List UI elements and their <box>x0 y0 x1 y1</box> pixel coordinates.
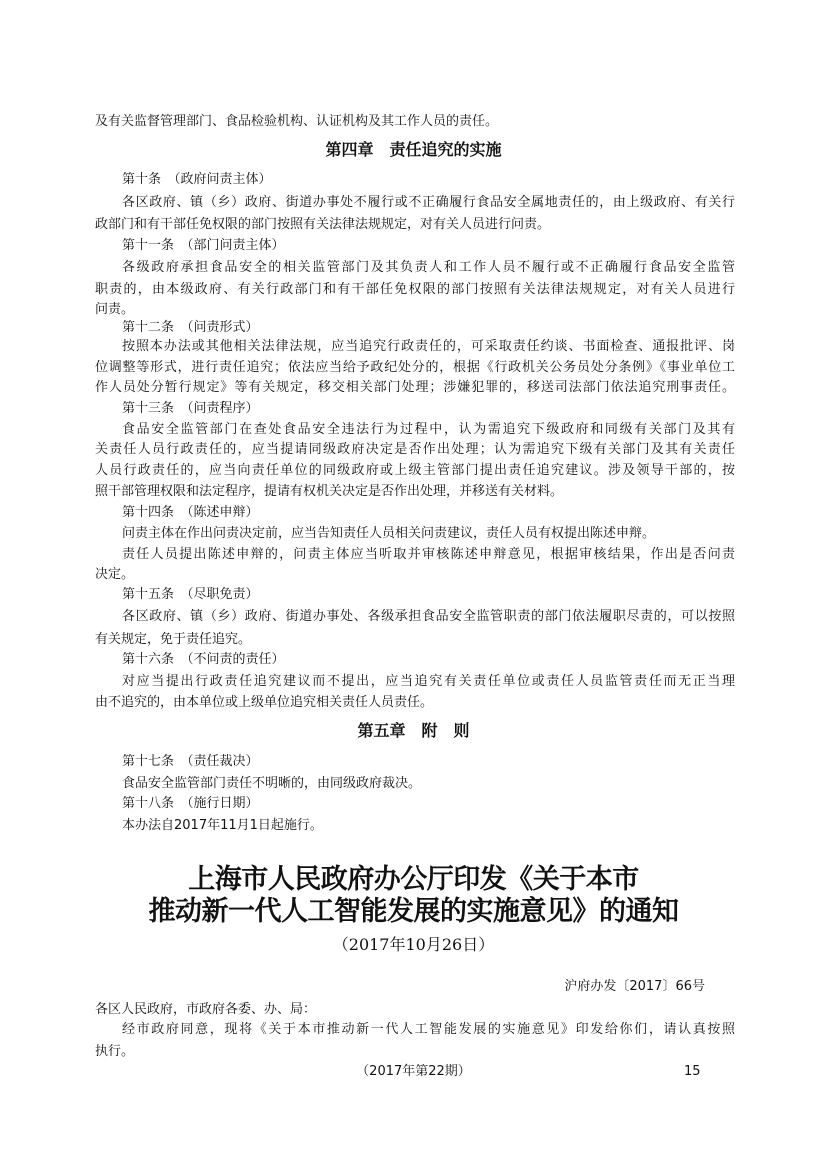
body-text-line: 各区政府、镇（乡）政府、街道办事处不履行或不正确履行食品安全属地责任的，由上级政府、有关行 <box>122 195 735 210</box>
body-text-line: 关责任人员行政责任的，应当提请同级政府决定是否作出处理；认为需追究下级有关部门及其有关责任 <box>95 442 735 457</box>
body-text-line: 第十六条 （不问责的责任） <box>122 652 285 667</box>
body-text-line: 问责。 <box>95 302 135 317</box>
body-text-line: 第十一条 （部门问责主体） <box>122 238 285 253</box>
body-text-line: 各级政府承担食品安全的相关监管部门及其负责人和工作人员不履行或不正确履行食品安全监管 <box>122 260 735 275</box>
notice-title: 推动新一代人工智能发展的实施意见》的通知 <box>148 896 679 927</box>
document-number: 沪府办发〔2017〕66号 <box>564 979 705 994</box>
body-text-line: 按照本办法或其他相关法律法规，应当追究行政责任的，可采取责任约谈、书面检查、通报批评、岗 <box>122 339 735 354</box>
body-text-line: 责任人员提出陈述申辩的，问责主体应当听取并审核陈述申辩意见，根据审核结果，作出是否问责 <box>122 547 735 562</box>
body-text-line: 本办法自2017年11月1日起施行。 <box>122 818 323 833</box>
chapter-heading: 第四章 责任追究的实施 <box>325 140 502 159</box>
notice-date: （2017年10月26日） <box>332 935 495 954</box>
body-text-line: 第十三条 （问责程序） <box>122 401 259 416</box>
body-text-line: 人员行政责任的，应当向责任单位的同级政府或上级主管部门提出责任追究建议。涉及领导干部的，按 <box>95 463 735 478</box>
body-text-line: 政部门和有干部任免权限的部门按照有关法律法规规定，对有关人员进行问责。 <box>95 217 551 232</box>
body-text-line: 由不追究的，由本单位或上级单位追究相关责任人员责任。 <box>95 695 434 710</box>
body-text-line: 决定。 <box>95 567 135 582</box>
notice-title: 上海市人民政府办公厅印发《关于本市 <box>188 864 639 895</box>
body-text-line: 第十条 （政府问责主体） <box>122 172 272 187</box>
body-text-line: 各区政府、镇（乡）政府、街道办事处、各级承担食品安全监管职责的部门依法履职尽责的，可以按照 <box>122 609 735 624</box>
body-text-line: 第十四条 （陈述申辩） <box>122 505 259 520</box>
body-text-line: 第十五条 （尽职免责） <box>122 587 259 602</box>
body-text-line: 执行。 <box>95 1044 135 1059</box>
body-text-line: 作人员处分暂行规定》等有关规定，移交相关部门处理；涉嫌犯罪的，移送司法部门依法追究刑事责任。 <box>95 380 735 395</box>
body-text-line: 对应当提出行政责任追究建议而不提出，应当追究有关责任单位或责任人员监管责任而无正当理 <box>122 674 735 689</box>
page-number: 15 <box>684 1064 701 1079</box>
body-text-line: 位调整等形式，进行责任追究；依法应当给予政纪处分的，根据《行政机关公务员处分条例》《事业单位工 <box>95 360 735 375</box>
body-text-line: 第十二条 （问责形式） <box>122 320 259 335</box>
body-text-line: 职责的，由本级政府、有关行政部门和有干部任免权限的部门按照有关法律法规规定，对有关人员进行 <box>95 282 735 297</box>
body-text-line: 食品安全监管部门在查处食品安全违法行为过程中，认为需追究下级政府和同级有关部门及其有 <box>122 422 735 437</box>
body-text-line: 食品安全监管部门责任不明晰的，由同级政府裁决。 <box>122 776 422 791</box>
body-text-line: 及有关监督管理部门、食品检验机构、认证机构及其工作人员的责任。 <box>95 114 499 129</box>
issue-footer: （2017年第22期） <box>356 1064 471 1079</box>
chapter-heading: 第五章 附 则 <box>357 721 470 740</box>
body-text-line: 照干部管理权限和法定程序，提请有权机关决定是否作出处理，并移送有关材料。 <box>95 484 564 499</box>
body-text-line: 经市政府同意，现将《关于本市推动新一代人工智能发展的实施意见》印发给你们，请认真按照 <box>122 1022 735 1037</box>
body-text-line: 第十八条 （施行日期） <box>122 796 259 811</box>
body-text-line: 有关规定，免于责任追究。 <box>95 632 252 647</box>
body-text-line: 第十七条 （责任裁决） <box>122 754 259 769</box>
body-text-line: 问责主体在作出问责决定前，应当告知责任人员相关问责建议，责任人员有权提出陈述申辩。 <box>122 526 656 541</box>
body-text-line: 各区人民政府，市政府各委、办、局： <box>95 1002 317 1017</box>
